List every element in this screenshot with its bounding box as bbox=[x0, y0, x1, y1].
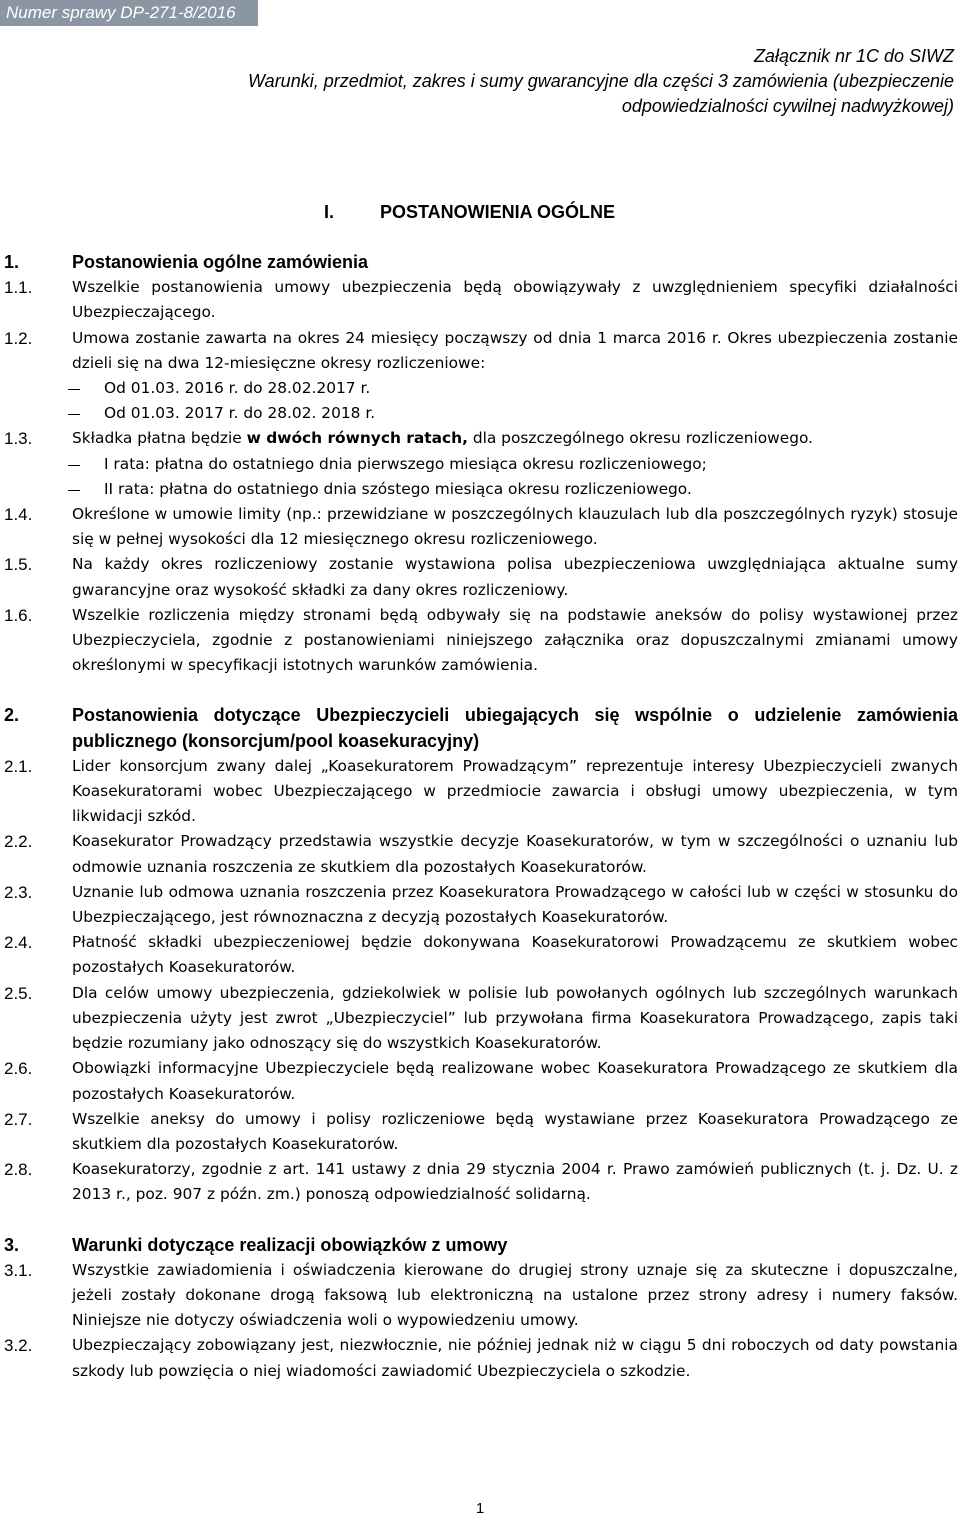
heading-text: Postanowienia dotyczące Ubezpieczycieli ubiegających się wspólnie o udzielenie zamówienia publicznego (konsorcjum/pool koasekuracyjny) bbox=[72, 705, 958, 751]
heading-text: Warunki dotyczące realizacji obowiązków z umowy bbox=[72, 1234, 508, 1255]
clause-text-part: dla poszczególnego okresu rozliczeniowego. bbox=[467, 429, 814, 448]
clause-1-3 bbox=[4, 426, 958, 451]
clause-text: Uznanie lub odmowa uznania roszczenia przez Koasekuratora Prowadzącego w całości lub w części w stosunku do Ubezpieczającego, jest równoznaczna z decyzją pozostałych Koasekuratorów. bbox=[72, 882, 958, 927]
clause-number: 2.4. bbox=[4, 933, 33, 953]
clause-number: 2.6. bbox=[4, 1059, 33, 1079]
clause-number: 3.1. bbox=[4, 1260, 33, 1280]
clause-2-4 bbox=[4, 930, 958, 980]
clause-2-3 bbox=[4, 880, 958, 930]
list-item: Od 01.03. 2017 r. do 28.02. 2018 r. bbox=[104, 401, 958, 426]
case-number: Numer sprawy DP-271-8/2016 bbox=[0, 0, 258, 26]
heading-number: 1. bbox=[4, 252, 20, 272]
heading-2 bbox=[4, 703, 958, 753]
clause-number: 2.1. bbox=[4, 756, 33, 776]
clause-2-7 bbox=[4, 1107, 958, 1157]
clause-text: Wszystkie zawiadomienia i oświadczenia kierowane do drugiej strony uznaje się za skuteczne i dopuszczalne, jeżeli zostały dokonane drogą faksową lub elektroniczną na ustalone przez strony adresy i numery faksów. Niniejsze nie dotyczy oświadczenia woli o wypowiedzeniu umowy. bbox=[72, 1260, 958, 1330]
clause-1-2 bbox=[4, 326, 958, 376]
page-number: 1 bbox=[475, 1500, 485, 1517]
heading-1 bbox=[4, 250, 958, 275]
clause-2-5 bbox=[4, 981, 958, 1057]
clause-number: 2.2. bbox=[4, 832, 33, 852]
clause-number: 2.5. bbox=[4, 983, 33, 1003]
clause-number: 1.1. bbox=[4, 278, 33, 298]
clause-text: Dla celów umowy ubezpieczenia, gdziekolwiek w polisie lub powołanych ogólnych lub szczególnych warunkach ubezpieczenia użyty jest zwrot „Ubezpieczyciel” lub przywołana firma Koasekuratora Prowadzącego, zapis taki będzie rozumiany jako odnoszący się do wszystkich Koasekuratorów. bbox=[72, 983, 958, 1053]
clause-number: 2.7. bbox=[4, 1109, 33, 1129]
clause-text-part: Składka płatna będzie bbox=[72, 429, 247, 448]
clause-number: 1.4. bbox=[4, 505, 33, 525]
clause-text: Obowiązki informacyjne Ubezpieczyciele będą realizowane wobec Koasekuratora Prowadzącego ze skutkiem dla pozostałych Koasekuratorów. bbox=[72, 1059, 958, 1103]
annex-line: odpowiedzialności cywilnej nadwyżkowej) bbox=[621, 96, 954, 116]
list-item: II rata: płatna do ostatniego dnia szóstego miesiąca okresu rozliczeniowego. bbox=[104, 477, 958, 502]
period-list bbox=[4, 376, 958, 426]
clause-1-1 bbox=[4, 275, 958, 325]
clause-2-8 bbox=[4, 1157, 958, 1207]
clause-1-4 bbox=[4, 502, 958, 552]
clause-3-2 bbox=[4, 1333, 958, 1383]
clause-text-bold: w dwóch równych ratach, bbox=[246, 429, 468, 448]
list-item: Od 01.03. 2016 r. do 28.02.2017 r. bbox=[104, 376, 958, 401]
clause-text: Umowa zostanie zawarta na okres 24 miesięcy począwszy od dnia 1 marca 2016 r. Okres ubezpieczenia zostanie dzieli się na dwa 12-miesięczne okresy rozliczeniowe: bbox=[72, 328, 958, 372]
list-item: I rata: płatna do ostatniego dnia pierwszego miesiąca okresu rozliczeniowego; bbox=[104, 452, 958, 477]
clause-number: 1.2. bbox=[4, 328, 33, 348]
clause-text: Wszelkie rozliczenia między stronami będą odbywały się na podstawie aneksów do polisy wystawionej przez Ubezpieczyciela, zgodnie z postanowieniami niniejszego załącznika oraz dopuszczalnymi zmianami umowy określonymi w specyfikacji istotnych warunków zamówienia. bbox=[72, 605, 958, 675]
clause-2-6 bbox=[4, 1056, 958, 1106]
installment-list bbox=[4, 452, 958, 502]
clause-text bbox=[72, 426, 958, 451]
clause-text: Wszelkie aneksy do umowy i polisy rozliczeniowe będą wystawiane przez Koasekuratora Prowadzącego ze skutkiem dla pozostałych Koasekuratorów. bbox=[72, 1109, 958, 1153]
clause-number: 2.8. bbox=[4, 1160, 33, 1180]
heading-number: 2. bbox=[4, 705, 20, 726]
heading-text: Postanowienia ogólne zamówienia bbox=[72, 252, 369, 272]
clause-1-6 bbox=[4, 603, 958, 679]
annex-line: Załącznik nr 1C do SIWZ bbox=[753, 46, 954, 66]
clause-2-2 bbox=[4, 829, 958, 879]
section-title-text: POSTANOWIENIA OGÓLNE bbox=[380, 202, 616, 222]
clause-number: 1.6. bbox=[4, 605, 33, 625]
clause-number: 1.3. bbox=[4, 429, 33, 449]
clause-1-5 bbox=[4, 552, 958, 602]
heading-number: 3. bbox=[4, 1234, 20, 1255]
clause-text: Na każdy okres rozliczeniowy zostanie wystawiona polisa ubezpieczeniowa uwzględniająca aktualne sumy gwarancyjne oraz wysokość składki za dany okres rozliczeniowy. bbox=[72, 555, 958, 599]
annex-line: Warunki, przedmiot, zakres i sumy gwarancyjne dla części 3 zamówienia (ubezpieczenie bbox=[248, 71, 954, 91]
clause-text: Płatność składki ubezpieczeniowej będzie dokonywana Koasekuratorowi Prowadzącemu ze skutkiem wobec pozostałych Koasekuratorów. bbox=[72, 933, 958, 977]
clause-number: 1.5. bbox=[4, 555, 33, 575]
annex-header bbox=[54, 44, 954, 119]
clause-text: Lider konsorcjum zwany dalej „Koasekuratorem Prowadzącym” reprezentuje interesy Ubezpieczycieli zwanych Koasekuratorami wobec Ubezpieczającego w przedmiocie zawarcia i obsługi umowy ubezpieczenia, w tym likwidacji szkód. bbox=[72, 756, 958, 826]
clause-3-1 bbox=[4, 1258, 958, 1334]
clause-text: Określone w umowie limity (np.: przewidziane w poszczególnych klauzulach lub dla poszczególnych ryzyk) stosuje się w pełnej wysokości dla 12 miesięcznego okresu rozliczeniowego. bbox=[72, 505, 958, 549]
clause-number: 2.3. bbox=[4, 882, 33, 902]
clause-text: Koasekuratorzy, zgodnie z art. 141 ustawy z dnia 29 stycznia 2004 r. Prawo zamówień publicznych (t. j. Dz. U. z 2013 r., poz. 907 z późn. zm.) ponoszą odpowiedzialność solidarną. bbox=[72, 1160, 958, 1204]
clause-text: Wszelkie postanowienia umowy ubezpieczenia będą obowiązywały z uwzględnieniem specyfiki działalności Ubezpieczającego. bbox=[72, 278, 958, 322]
heading-3 bbox=[4, 1233, 958, 1258]
section-title bbox=[324, 202, 615, 223]
clause-2-1 bbox=[4, 754, 958, 830]
document-body bbox=[4, 250, 958, 1384]
section-number: I. bbox=[324, 202, 335, 222]
clause-text: Koasekurator Prowadzący przedstawia wszystkie decyzje Koasekuratorów, w tym w szczególności o uznaniu lub odmowie uznania roszczenia ze skutkiem dla pozostałych Koasekuratorów. bbox=[72, 832, 958, 876]
clause-number: 3.2. bbox=[4, 1336, 33, 1356]
clause-text: Ubezpieczający zobowiązany jest, niezwłocznie, nie później jednak niż w ciągu 5 dni roboczych od daty powstania szkody lub powzięcia o niej wiadomości zawiadomić Ubezpieczyciela o szkodzie. bbox=[72, 1336, 958, 1380]
